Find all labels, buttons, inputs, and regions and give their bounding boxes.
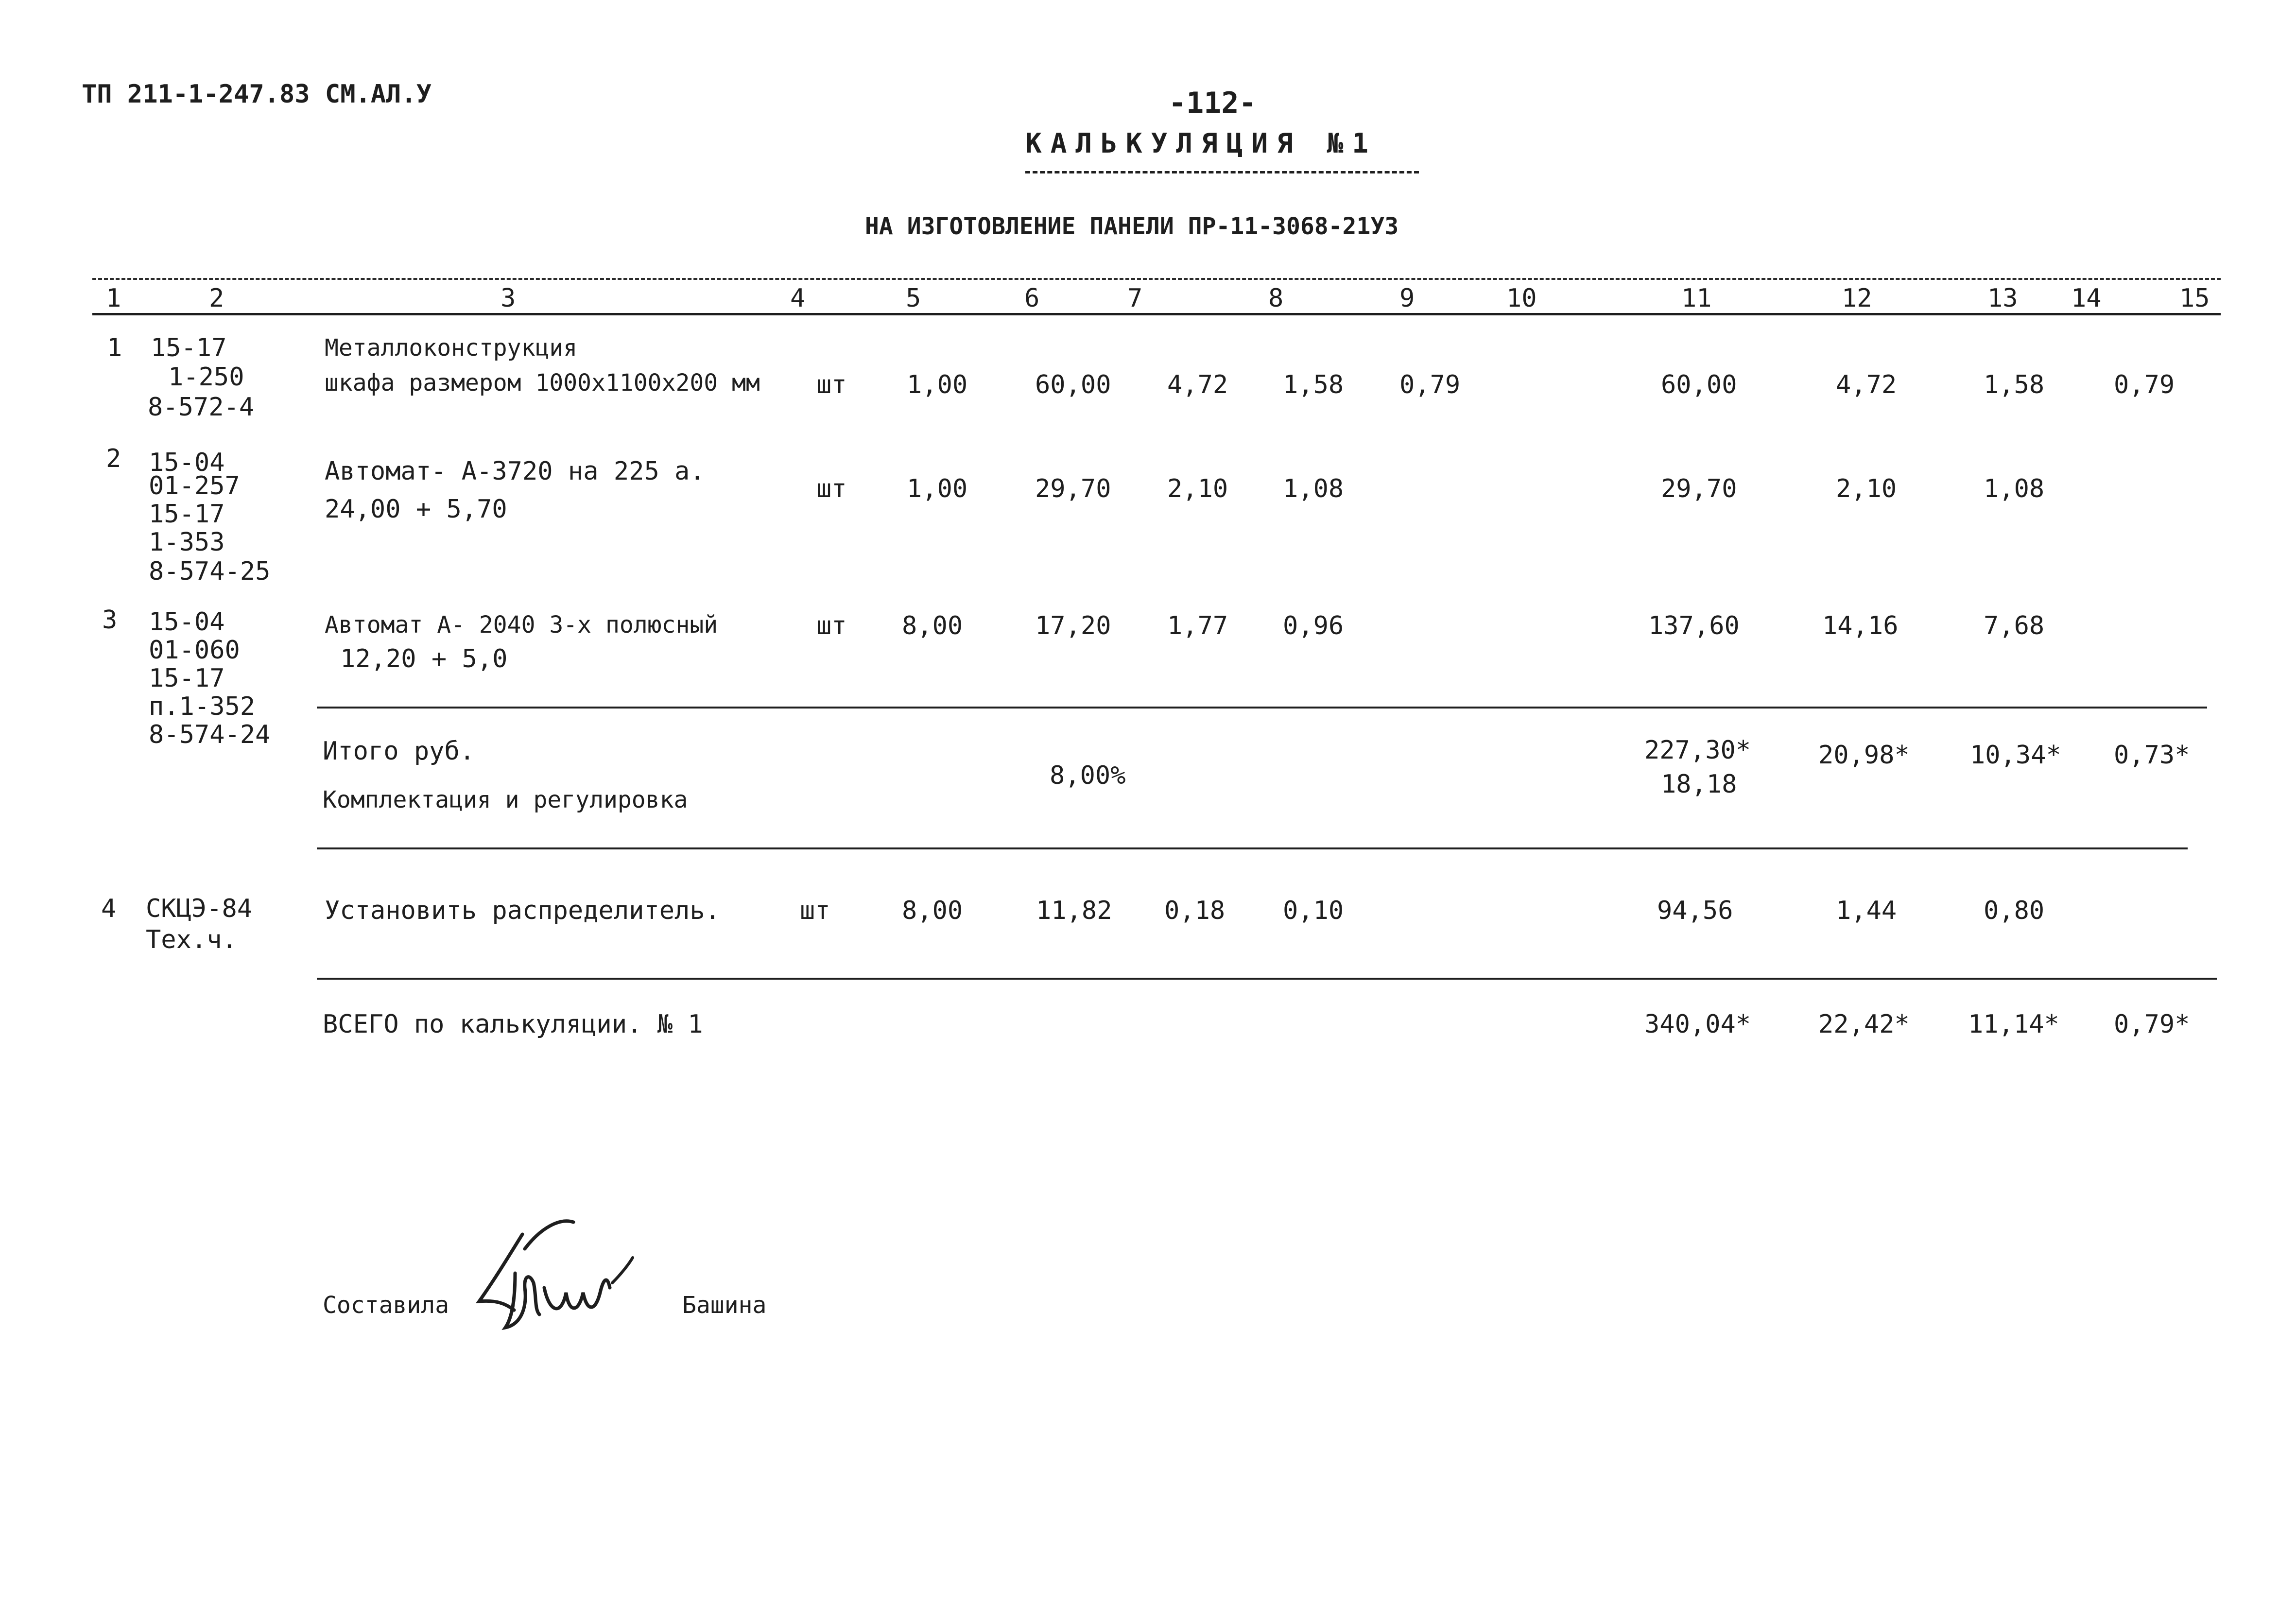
cell-value: 0,80 <box>1984 896 2045 925</box>
table-header-rule <box>92 313 2221 315</box>
column-header: 14 <box>2071 284 2102 313</box>
total-value: 0,79* <box>2114 1010 2190 1039</box>
row-code: 15-04 <box>149 607 225 637</box>
row-unit: шт <box>816 474 847 503</box>
column-header: 8 <box>1268 284 1284 313</box>
row-description: Установить распределитель. <box>325 896 720 925</box>
row-code: 15-17 <box>151 333 227 363</box>
cell-quantity: 8,00 <box>902 611 963 640</box>
document-subtitle: НА ИЗГОТОВЛЕНИЕ ПАНЕЛИ ПР-11-3068-21У3 <box>865 213 1399 240</box>
row-description: Автомат- А-3720 на 225 а. <box>325 457 705 486</box>
compiled-by-label: Составила <box>323 1292 449 1319</box>
row-code: п.1-352 <box>149 692 256 721</box>
row-code: 8-574-24 <box>149 720 271 749</box>
cell-value: 4,72 <box>1167 370 1228 399</box>
column-header: 7 <box>1127 284 1143 313</box>
column-header: 15 <box>2179 284 2210 313</box>
row-unit: шт <box>800 896 830 925</box>
cell-value: 1,77 <box>1167 611 1228 640</box>
assembly-label: Комплектация и регулировка <box>323 786 688 813</box>
cell-value: 2,10 <box>1836 474 1897 503</box>
assembly-value: 18,18 <box>1661 770 1737 799</box>
subtotal-value: 0,73* <box>2114 741 2190 770</box>
subtotal-label: Итого руб. <box>323 737 475 766</box>
cell-quantity: 1,00 <box>907 370 968 399</box>
table-top-rule <box>92 278 2221 280</box>
cell-value: 0,79 <box>2114 370 2175 399</box>
row-unit: шт <box>816 370 847 399</box>
cell-value: 60,00 <box>1661 370 1737 399</box>
cell-value: 14,16 <box>1822 611 1899 640</box>
page-number: -112- <box>1169 86 1257 120</box>
row-code: 1-250 <box>168 363 244 392</box>
column-header: 3 <box>501 284 516 313</box>
section-rule <box>317 847 2188 849</box>
row-code: 8-574-25 <box>149 557 271 586</box>
row-code: Тех.ч. <box>146 925 237 954</box>
row-number: 4 <box>101 894 117 923</box>
total-value: 11,14* <box>1968 1010 2059 1039</box>
total-rule <box>317 978 2217 980</box>
cell-value: 1,58 <box>1984 370 2045 399</box>
document-reference: ТП 211-1-247.83 СМ.АЛ.У <box>82 80 432 109</box>
row-code: 8-572-4 <box>148 393 255 422</box>
row-description: Автомат А- 2040 3-х полюсный <box>325 611 718 639</box>
cell-value: 1,08 <box>1984 474 2045 503</box>
cell-value: 1,58 <box>1283 370 1344 399</box>
row-number: 1 <box>107 333 122 363</box>
total-value: 22,42* <box>1818 1010 1910 1039</box>
document-title: КАЛЬКУЛЯЦИЯ №1 <box>1025 128 1378 159</box>
cell-value: 0,79 <box>1399 370 1461 399</box>
column-header: 4 <box>790 284 806 313</box>
column-header: 2 <box>209 284 224 313</box>
cell-value: 94,56 <box>1657 896 1733 925</box>
subtotal-value: 227,30* <box>1644 736 1751 765</box>
cell-value: 4,72 <box>1836 370 1897 399</box>
row-code: 15-04 <box>149 448 225 477</box>
cell-quantity: 1,00 <box>907 474 968 503</box>
row-code: СКЦЭ-84 <box>146 894 253 923</box>
column-header: 1 <box>106 284 121 313</box>
row-code: 15-17 <box>149 664 225 693</box>
row-description: 24,00 + 5,70 <box>325 495 507 524</box>
cell-value: 29,70 <box>1661 474 1737 503</box>
compiler-name: Башина <box>682 1292 767 1319</box>
subtotal-rule <box>317 707 2207 708</box>
cell-value: 137,60 <box>1648 611 1740 640</box>
row-unit: шт <box>816 611 847 640</box>
row-code: 01-257 <box>149 471 240 501</box>
row-number: 3 <box>102 605 118 635</box>
cell-value: 1,44 <box>1836 896 1897 925</box>
cell-value: 0,18 <box>1164 896 1226 925</box>
subtotal-value: 20,98* <box>1818 741 1910 770</box>
row-code: 15-17 <box>149 500 225 529</box>
column-header: 10 <box>1506 284 1537 313</box>
cell-value: 11,82 <box>1036 896 1112 925</box>
row-code: 01-060 <box>149 636 240 665</box>
cell-value: 17,20 <box>1035 611 1111 640</box>
row-description: шкафа размером 1000х1100х200 мм <box>325 369 760 397</box>
cell-value: 7,68 <box>1984 611 2045 640</box>
title-underline <box>1025 171 1419 173</box>
cell-value: 60,00 <box>1035 370 1111 399</box>
cell-quantity: 8,00 <box>902 896 963 925</box>
row-description: 12,20 + 5,0 <box>340 644 508 674</box>
cell-value: 29,70 <box>1035 474 1111 503</box>
row-description: Металлоконструкция <box>325 334 578 362</box>
column-header: 13 <box>1987 284 2018 313</box>
subtotal-value: 10,34* <box>1970 741 2061 770</box>
cell-value: 1,08 <box>1283 474 1344 503</box>
column-header: 9 <box>1399 284 1415 313</box>
assembly-percent: 8,00% <box>1050 761 1126 790</box>
cell-value: 0,96 <box>1283 611 1344 640</box>
total-label: ВСЕГО по калькуляции. № 1 <box>323 1010 703 1039</box>
cell-value: 0,10 <box>1283 896 1344 925</box>
row-number: 2 <box>106 444 121 473</box>
cell-value: 2,10 <box>1167 474 1228 503</box>
column-header: 5 <box>906 284 921 313</box>
row-code: 1-353 <box>149 528 225 557</box>
handwritten-signature-icon <box>476 1215 641 1336</box>
column-header: 6 <box>1024 284 1040 313</box>
column-header: 12 <box>1842 284 1872 313</box>
total-value: 340,04* <box>1644 1010 1751 1039</box>
column-header: 11 <box>1681 284 1712 313</box>
